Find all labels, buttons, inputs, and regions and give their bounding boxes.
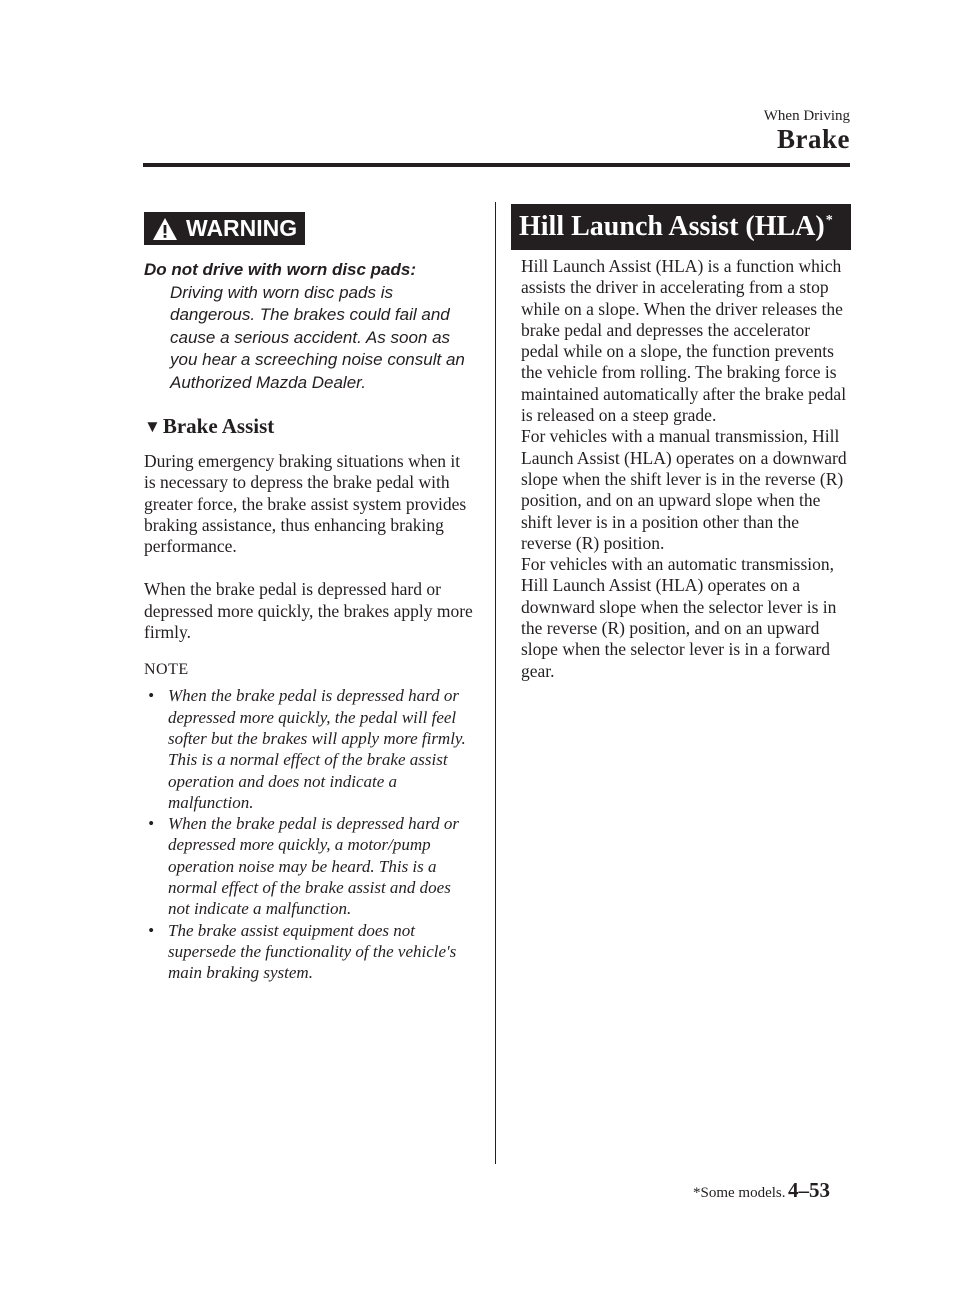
warning-badge: [144, 212, 305, 245]
hla-paragraph-3: For vehicles with an automatic transmission, Hill Launch Assist (HLA) operates on a downward slope when the selector lever is in the reverse (R) position, and on an upward slope when the selector lever is in a forward gear.: [521, 554, 837, 681]
warning-heading: Do not drive with worn disc pads:: [144, 259, 417, 279]
bullet-icon: •: [148, 686, 154, 706]
note-text: The brake assist equipment does not supersede the functionality of the vehicle's main braking system.: [168, 920, 457, 983]
page-title: Brake: [777, 124, 850, 154]
hla-heading: [511, 204, 851, 250]
note-item: [144, 920, 474, 984]
right-column: [511, 204, 851, 682]
brake-assist-title: Brake Assist: [162, 414, 275, 438]
header-section: When Driving: [763, 108, 850, 124]
hla-paragraph-2: For vehicles with a manual transmission, Hill Launch Assist (HLA) operates on a downward slope when the shift lever is in the reverse (R) position, and on an upward slope when the shift lever is in a position other than the reverse (R) position.: [521, 426, 847, 553]
column-divider: [495, 202, 496, 1164]
hla-asterisk: *: [825, 213, 833, 228]
warning-body: Driving with worn disc pads is dangerous. The brakes could fail and cause a serious accident. As soon as you hear a screeching noise consult an Authorized Mazda Dealer.: [170, 282, 465, 392]
triangle-down-icon: ▼: [144, 416, 161, 436]
warning-label: WARNING: [186, 215, 298, 241]
hla-paragraph-1: Hill Launch Assist (HLA) is a function which assists the driver in accelerating from a stop while on a slope. When the driver releases the brake pedal and depresses the accelerator pedal while on a slope, the function prevents the vehicle from rolling. The braking force is maintained automatically after the brake pedal is released on a steep grade.: [521, 256, 847, 426]
note-text: When the brake pedal is depressed hard or depressed more quickly, a motor/pump operation noise may be heard. This is a normal effect of the brake assist and does not indicate a malfunction.: [168, 814, 459, 919]
bullet-icon: •: [148, 814, 154, 834]
note-list: [144, 685, 474, 983]
note-item: [144, 685, 474, 813]
note-item: [144, 813, 474, 919]
header-rule: [143, 163, 850, 167]
brake-assist-paragraph-1: During emergency braking situations when it is necessary to depress the brake pedal with greater force, the brake assist system provides braking assistance, thus enhancing braking performance.: [144, 451, 467, 557]
bullet-icon: •: [148, 920, 154, 940]
page-number: 4–53: [788, 1178, 830, 1202]
brake-assist-paragraph-2: When the brake pedal is depressed hard or depressed more quickly, the brakes apply more firmly.: [144, 579, 473, 643]
warning-icon: [152, 217, 178, 241]
footer-note: *Some models.: [693, 1185, 786, 1201]
hla-title: Hill Launch Assist (HLA): [519, 211, 825, 242]
note-text: When the brake pedal is depressed hard or depressed more quickly, the pedal will feel softer but the brakes will apply more firmly. This is a normal effect of the brake assist operation and does not indicate a malfunction.: [168, 686, 466, 812]
left-column: [144, 212, 474, 984]
brake-assist-heading: [144, 414, 474, 439]
note-label: NOTE: [144, 661, 189, 679]
